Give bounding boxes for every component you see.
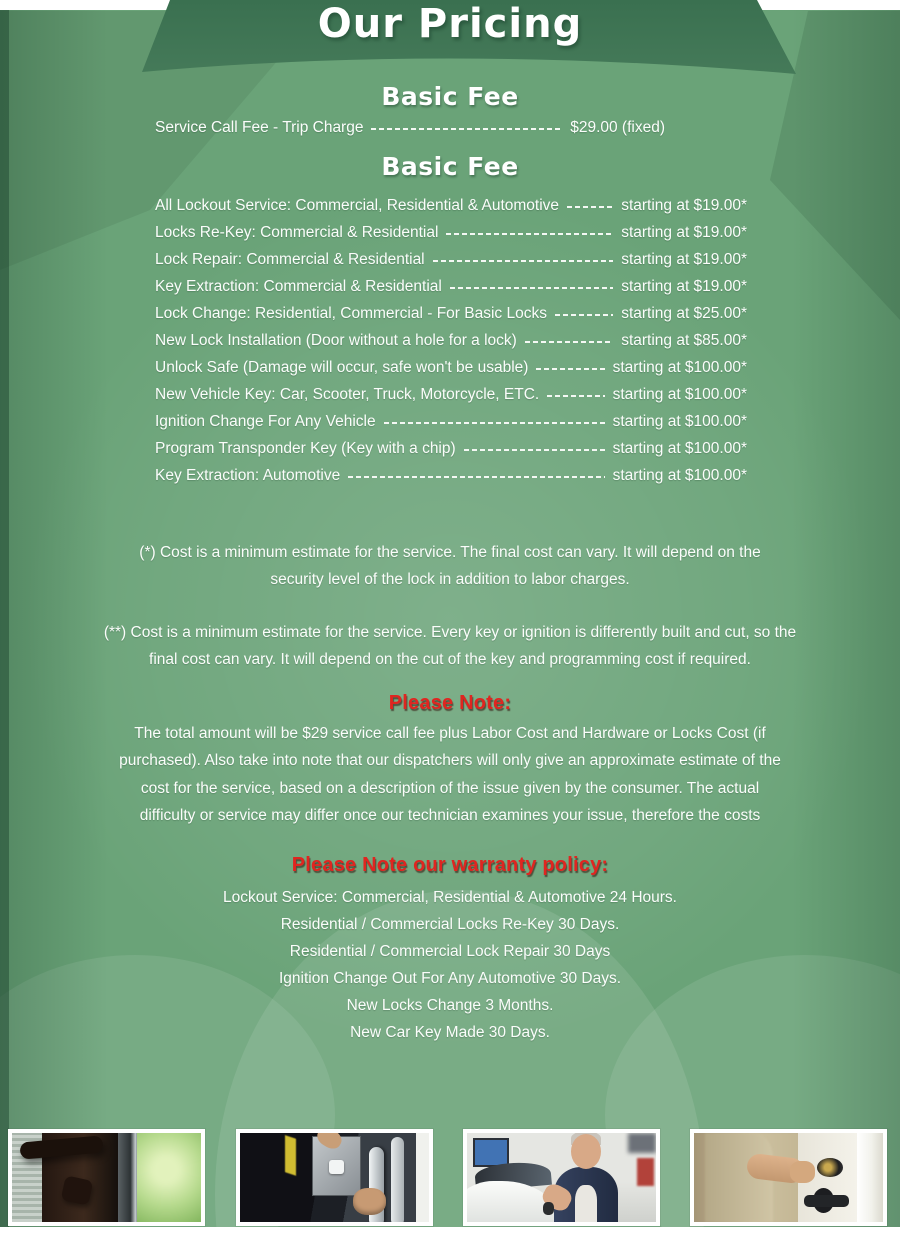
price-value: starting at $100.00* [612, 466, 747, 484]
dash-leader [384, 422, 605, 424]
dash-leader [547, 395, 604, 397]
warranty-item: Lockout Service: Commercial, Residential & Automotive 24 Hours. [222, 889, 677, 906]
door-lock-closeup-photo [8, 1129, 205, 1226]
price-label: Unlock Safe (Damage will occur, safe won't be usable) [155, 358, 529, 376]
warranty-item: Ignition Change Out For Any Automotive 30 Days. [278, 970, 622, 987]
lock-installation-photo [690, 1129, 887, 1226]
dash-leader [567, 206, 613, 208]
price-label: Lock Repair: Commercial & Residential [155, 250, 425, 268]
dash-leader [371, 128, 562, 130]
price-row [155, 408, 747, 435]
price-value: starting at $100.00* [612, 358, 747, 376]
dash-leader [446, 233, 613, 235]
dash-leader [464, 449, 605, 451]
dash-leader [348, 476, 604, 478]
basic-fee-heading-1: Basic Fee [381, 82, 519, 111]
price-row [155, 381, 747, 408]
photo-layer [285, 1136, 296, 1177]
photo-layer [118, 1133, 137, 1222]
photo-layer [329, 1160, 344, 1174]
basic-fee-heading-2: Basic Fee [381, 152, 519, 181]
warranty-item: New Locks Change 3 Months. [346, 997, 554, 1014]
photo-layer [628, 1133, 656, 1153]
photo-layer [637, 1158, 654, 1186]
photo-image [240, 1133, 429, 1222]
photo-layer [543, 1202, 554, 1214]
price-value: starting at $85.00* [621, 331, 747, 349]
price-label: Locks Re-Key: Commercial & Residential [155, 223, 439, 241]
photo-image [467, 1133, 656, 1222]
warranty-item: New Car Key Made 30 Days. [350, 1024, 550, 1041]
price-label: Ignition Change For Any Vehicle [155, 412, 376, 430]
price-row [155, 219, 747, 246]
price-label: New Vehicle Key: Car, Scooter, Truck, Motorcycle, ETC. [155, 385, 540, 403]
trip-charge-section [155, 114, 747, 141]
dash-leader [450, 287, 613, 289]
price-label: Key Extraction: Commercial & Residential [155, 277, 442, 295]
service-price-list [155, 192, 747, 489]
photo-layer [575, 1185, 598, 1222]
price-label: New Lock Installation (Door without a hole for a lock) [155, 331, 517, 349]
price-label: Service Call Fee - Trip Charge [155, 118, 364, 136]
please-note-body: The total amount will be $29 service call fee plus Labor Cost and Hardware or Locks Cost (if purchased). Also take into note that our dispatchers will only give an approximate estimate of the cost for the service, based on a description of the issue given by the consumer. The actual difficulty or service may differ once our technician examines your issue, therefore the costs [119, 725, 781, 824]
photo-layer [391, 1137, 404, 1222]
price-row [155, 192, 747, 219]
photo-layer [804, 1195, 849, 1207]
price-value: starting at $19.00* [621, 250, 747, 268]
photo-layer [571, 1134, 601, 1170]
dash-leader [525, 341, 613, 343]
price-label: Lock Change: Residential, Commercial - For Basic Locks [155, 304, 547, 322]
price-label: Key Extraction: Automotive [155, 466, 341, 484]
price-label: All Lockout Service: Commercial, Residential & Automotive [155, 196, 560, 214]
keypad-entry-photo [236, 1129, 433, 1226]
price-row [155, 327, 747, 354]
photo-layer [416, 1133, 429, 1222]
photo-layer [857, 1133, 883, 1222]
photo-layer [353, 1188, 385, 1215]
price-row [155, 273, 747, 300]
dash-leader [555, 314, 613, 316]
dash-leader [433, 260, 614, 262]
warranty-policy-heading: Please Note our warranty policy: [291, 854, 609, 876]
page-title: Our Pricing [317, 1, 583, 47]
price-row [155, 435, 747, 462]
double-star-footnote: (**) Cost is a minimum estimate for the service. Every key or ignition is differently built and cut, so the final cost can vary. It will depend on the cut of the key and programming cost if required. [103, 624, 797, 668]
photo-image [694, 1133, 883, 1222]
price-row [155, 300, 747, 327]
warranty-policy-list [100, 884, 800, 1046]
price-row [155, 354, 747, 381]
please-note-heading: Please Note: [388, 692, 512, 714]
star-footnote: (*) Cost is a minimum estimate for the service. The final cost can vary. It will depend on the security level of the lock in addition to labor charges. [139, 544, 761, 588]
price-value: starting at $100.00* [612, 385, 747, 403]
price-label: Program Transponder Key (Key with a chip) [155, 439, 456, 457]
photo-layer [790, 1161, 815, 1182]
dash-leader [536, 368, 604, 370]
price-value: starting at $100.00* [612, 439, 747, 457]
price-row-trip-charge [155, 114, 747, 141]
auto-locksmith-photo [463, 1129, 660, 1226]
price-row [155, 246, 747, 273]
price-value: starting at $19.00* [621, 277, 747, 295]
warranty-item: Residential / Commercial Lock Repair 30 Days [289, 943, 611, 960]
price-value: starting at $25.00* [621, 304, 747, 322]
price-value: starting at $19.00* [621, 196, 747, 214]
price-value: starting at $19.00* [621, 223, 747, 241]
warranty-item: Residential / Commercial Locks Re-Key 30 Days. [280, 916, 620, 933]
price-value: starting at $100.00* [612, 412, 747, 430]
photo-image [12, 1133, 201, 1222]
price-value: $29.00 (fixed) [570, 118, 665, 136]
price-row [155, 462, 747, 489]
